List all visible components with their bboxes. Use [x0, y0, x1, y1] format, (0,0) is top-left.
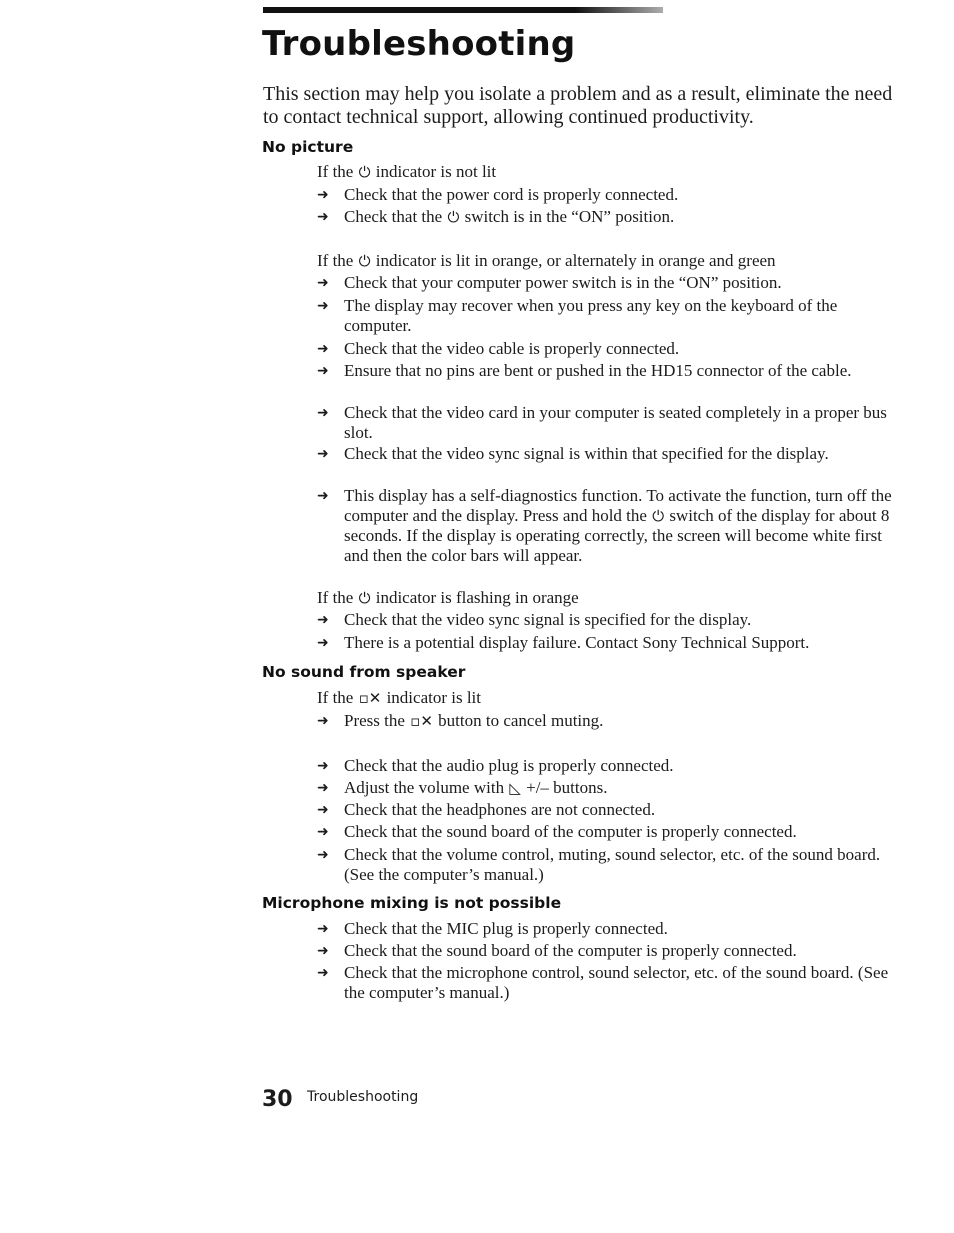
power-icon: ⏻ — [447, 208, 460, 226]
condition-prefix: If the — [317, 162, 354, 181]
check-item-text: Check that the video cable is properly connected. — [344, 339, 680, 358]
check-item-suffix: switch is in the “ON” position. — [464, 207, 675, 226]
check-item — [317, 273, 892, 293]
page-number: 30 — [262, 1087, 293, 1112]
check-item — [317, 486, 892, 565]
check-item-suffix: switch of the display for about 8 seconds. If the display is operating correctly, the screen will become white first and then the color bars will appear. — [344, 505, 890, 565]
check-item-text: Check that the audio plug is properly connected. — [344, 756, 674, 775]
check-item — [317, 711, 892, 732]
volume-icon: ◺ — [509, 779, 521, 797]
arrow-right-icon: ➜ — [317, 758, 329, 774]
power-icon: ⏻ — [358, 589, 371, 607]
check-item-text: Check that your computer power switch is in the “ON” position. — [344, 273, 782, 292]
arrow-right-icon: ➜ — [317, 943, 329, 959]
condition-prefix: If the — [317, 688, 354, 707]
check-item — [317, 941, 892, 961]
arrow-right-icon: ➜ — [317, 612, 329, 628]
condition-text — [317, 251, 776, 271]
check-item — [317, 361, 892, 381]
check-item-text: Check that the headphones are not connected. — [344, 800, 656, 819]
arrow-right-icon: ➜ — [317, 298, 329, 314]
check-item-text: Check that the video card in your computer is seated completely in a proper bus slot. — [344, 403, 887, 442]
check-item-text: The display may recover when you press any key on the keyboard of the computer. — [344, 296, 838, 335]
mute-icon: ▫✕ — [410, 712, 433, 730]
arrow-right-icon: ➜ — [317, 275, 329, 291]
check-item-prefix: Press the — [344, 711, 405, 730]
check-item-text — [344, 207, 892, 228]
arrow-right-icon: ➜ — [317, 187, 329, 203]
check-item-text: Check that the microphone control, sound selector, etc. of the sound board. (See the computer’s manual.) — [344, 963, 889, 1002]
check-item-text: Check that the volume control, muting, sound selector, etc. of the sound board. (See the computer’s manual.) — [344, 845, 881, 884]
arrow-right-icon: ➜ — [317, 921, 329, 937]
check-item-prefix: Adjust the volume with — [344, 778, 505, 797]
condition-suffix: indicator is flashing in orange — [375, 588, 579, 607]
check-item-text — [344, 711, 892, 732]
check-item — [317, 800, 892, 820]
check-item — [317, 919, 892, 939]
check-item — [317, 403, 892, 442]
arrow-right-icon: ➜ — [317, 488, 329, 504]
check-item-text: Check that the sound board of the computer is properly connected. — [344, 822, 797, 841]
arrow-right-icon: ➜ — [317, 965, 329, 981]
check-item — [317, 610, 892, 630]
arrow-right-icon: ➜ — [317, 635, 329, 651]
condition-text — [317, 162, 496, 182]
mute-icon: ▫✕ — [358, 689, 382, 707]
condition-suffix: indicator is not lit — [375, 162, 497, 181]
condition-prefix: If the — [317, 588, 354, 607]
check-item — [317, 845, 892, 884]
power-icon: ⏻ — [358, 252, 371, 270]
condition-suffix: indicator is lit — [386, 688, 482, 707]
section-heading: Microphone mixing is not possible — [262, 894, 562, 912]
footer-label: Troubleshooting — [307, 1089, 419, 1105]
arrow-right-icon: ➜ — [317, 713, 329, 729]
arrow-right-icon: ➜ — [317, 780, 329, 796]
arrow-right-icon: ➜ — [317, 847, 329, 863]
check-item — [317, 185, 892, 205]
check-item — [317, 444, 892, 464]
check-item-suffix: button to cancel muting. — [438, 711, 604, 730]
check-item — [317, 633, 892, 653]
intro-paragraph: This section may help you isolate a problem and as a result, eliminate the need to contact technical support, allowing continued productivity. — [263, 83, 893, 128]
check-item-text: Check that the video sync signal is within that specified for the display. — [344, 444, 829, 463]
arrow-right-icon: ➜ — [317, 405, 329, 421]
check-item-suffix: +/– buttons. — [526, 778, 608, 797]
check-item-text: Check that the power cord is properly connected. — [344, 185, 679, 204]
section-heading: No sound from speaker — [262, 663, 466, 681]
check-item-text: Ensure that no pins are bent or pushed in the HD15 connector of the cable. — [344, 361, 852, 380]
check-item-prefix: This display has a self-diagnostics function. To activate the function, turn off the computer and the display. Press and hold the — [344, 486, 892, 525]
check-item — [317, 207, 892, 228]
condition-suffix: indicator is lit in orange, or alternately in orange and green — [375, 251, 776, 270]
header-rule — [263, 7, 663, 13]
check-item — [317, 756, 892, 776]
check-item — [317, 296, 892, 335]
condition-text — [317, 688, 481, 708]
page-title: Troubleshooting — [262, 24, 576, 64]
power-icon: ⏻ — [358, 163, 371, 181]
arrow-right-icon: ➜ — [317, 363, 329, 379]
power-icon: ⏻ — [652, 506, 665, 525]
arrow-right-icon: ➜ — [317, 824, 329, 840]
check-item-text — [344, 486, 892, 565]
arrow-right-icon: ➜ — [317, 802, 329, 818]
check-item-text: Check that the MIC plug is properly connected. — [344, 919, 668, 938]
check-item-text: There is a potential display failure. Contact Sony Technical Support. — [344, 633, 810, 652]
condition-prefix: If the — [317, 251, 354, 270]
section-heading: No picture — [262, 138, 354, 156]
check-item — [317, 339, 892, 359]
check-item-text — [344, 778, 892, 799]
check-item-text: Check that the video sync signal is specified for the display. — [344, 610, 752, 629]
arrow-right-icon: ➜ — [317, 341, 329, 357]
arrow-right-icon: ➜ — [317, 209, 329, 225]
check-item-text: Check that the sound board of the computer is properly connected. — [344, 941, 797, 960]
check-item — [317, 822, 892, 842]
check-item — [317, 963, 892, 1002]
condition-text — [317, 588, 579, 608]
check-item — [317, 778, 892, 799]
arrow-right-icon: ➜ — [317, 446, 329, 462]
check-item-prefix: Check that the — [344, 207, 443, 226]
